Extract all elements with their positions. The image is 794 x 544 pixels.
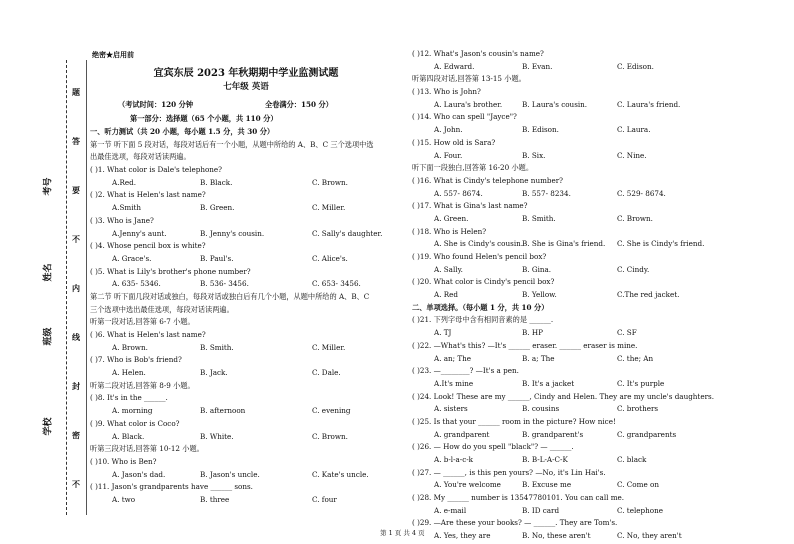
strip-char: 线	[72, 331, 80, 342]
question-text: ( )9. What color is Coco?	[90, 418, 180, 428]
exam-no-label: 考号	[43, 177, 54, 196]
option-c: C. 529- 8674.	[617, 188, 666, 198]
question-text: ( )8. It's in the ______.	[90, 393, 168, 403]
class-label: 班级	[43, 327, 54, 346]
question-text: ( )18. Who is Helen?	[412, 226, 487, 236]
option-c: C. Brown.	[617, 213, 653, 223]
question-text: ( )19. Who found Helen's pencil box?	[412, 252, 547, 261]
option-a: A. Sally.	[434, 264, 463, 274]
question-text: ( )28. My ______ number is 13547780101. You can call me.	[412, 493, 625, 503]
option-c: C. Kate's uncle.	[312, 469, 369, 479]
answer-options	[412, 429, 792, 442]
question-text: 听第二段对话,回答第 8-9 小题。	[90, 380, 195, 390]
answer-options	[412, 454, 792, 467]
option-a: A. Yes, they are	[434, 531, 491, 541]
option-c: C. the; An	[617, 353, 654, 363]
answer-options	[412, 505, 792, 518]
answer-options	[412, 61, 792, 74]
seal-solid-line	[86, 60, 87, 515]
option-c: C. Brown.	[312, 177, 348, 187]
question-text: ( )7. Who is Bob's friend?	[90, 355, 182, 365]
question-text: ( )23. —________? —It's a pen.	[412, 366, 519, 376]
option-c: C. No, they aren't	[617, 531, 682, 541]
binding-margin	[0, 0, 86, 544]
no-answer-strip	[68, 68, 84, 508]
option-b: B. HP	[522, 328, 543, 338]
answer-options	[412, 124, 792, 137]
answer-options	[412, 530, 792, 543]
answer-options	[90, 469, 402, 482]
option-b: B. three	[200, 494, 230, 504]
answer-options	[412, 150, 792, 163]
option-b: B. grandparent's	[522, 429, 584, 439]
strip-char: 内	[72, 283, 80, 293]
option-b: B. Evan.	[522, 61, 553, 71]
option-a: A.Jenny's aunt.	[112, 228, 167, 238]
option-c: C.The red jacket.	[617, 290, 680, 300]
option-c: C. Alice's.	[312, 253, 348, 263]
answer-options	[412, 213, 792, 226]
answer-options	[412, 378, 792, 391]
question-text: 听下面一段独白,回答第 16-20 小题。	[412, 163, 534, 173]
question-text: ( )13. Who is John?	[412, 87, 481, 97]
answer-options	[90, 342, 402, 355]
option-a: A. Black.	[112, 431, 145, 441]
question-text: ( )3. Who is Jane?	[90, 215, 154, 225]
option-c: C. Miller.	[312, 342, 346, 352]
option-c: C. grandparents	[617, 429, 677, 439]
option-b: B. Black.	[200, 177, 233, 187]
question-text: ( )12. What's Jason's cousin's name?	[412, 49, 544, 58]
option-b: B. 557- 8234.	[522, 188, 571, 198]
option-a: A. Red	[434, 290, 459, 300]
strip-char: 密	[72, 429, 80, 440]
option-b: B. Laura's cousin.	[522, 99, 588, 109]
left-column	[90, 126, 402, 507]
answer-options	[412, 238, 792, 251]
option-b: B. White.	[200, 431, 234, 441]
question-text: ( )26. — How do you spell "black"? — ______.	[412, 442, 574, 452]
question-text: ( )14. Who can spell "Jayce"?	[412, 112, 517, 122]
option-c: C. Sally's daughter.	[312, 228, 383, 238]
option-c: C. Laura's friend.	[617, 99, 681, 109]
option-c: C. black	[617, 455, 647, 464]
option-b: B. Green.	[200, 203, 235, 213]
question-text: ( )15. How old is Sara?	[412, 137, 496, 147]
option-c: C. Come on	[617, 480, 659, 490]
option-a: A.Red.	[112, 177, 137, 187]
answer-options	[412, 327, 792, 340]
school-label: 学校	[43, 417, 54, 436]
page-footer: 第 1 页 共 4 页	[380, 529, 425, 537]
question-text: ( )16. What is Cindy's telephone number?	[412, 175, 564, 185]
question-text: 听第三段对话,回答第 10-12 小题。	[90, 444, 204, 454]
option-a: A. Helen.	[112, 368, 146, 378]
option-c: C. Dale.	[312, 368, 341, 378]
option-b: B. Edison.	[522, 125, 559, 135]
option-c: C. four	[312, 494, 337, 504]
option-a: A. You're welcome	[434, 480, 501, 490]
exam-subtitle: 七年级 英语	[223, 82, 269, 92]
strip-char: 不	[72, 234, 80, 245]
exam-title: 宜宾东辰 2023 年秋期期中学业监测试题	[153, 68, 339, 79]
answer-options	[412, 479, 792, 492]
answer-options	[90, 494, 402, 507]
option-a: A. John.	[434, 125, 463, 135]
question-text: ( )20. What color is Cindy's pencil box?	[412, 277, 555, 287]
option-c: C. evening	[312, 406, 351, 416]
answer-options	[90, 202, 402, 215]
question-text: ( )24. Look! These are my ______, Cindy and Helen. They are my uncle's daughters.	[412, 391, 714, 401]
question-text: ( )10. Who is Ben?	[90, 456, 157, 466]
option-c: C. Nine.	[617, 150, 647, 160]
question-text: 听第四段对话,回答第 13-15 小题。	[412, 74, 526, 84]
option-a: A. Green.	[434, 213, 469, 223]
option-c: C. SF	[617, 328, 637, 338]
option-a: A. Edward.	[434, 61, 475, 71]
strip-char: 题	[72, 87, 80, 98]
answer-options	[90, 177, 402, 190]
seal-dashed-line	[66, 60, 67, 515]
option-a: A. sisters	[434, 404, 468, 414]
option-c: C. Laura.	[617, 125, 651, 135]
strip-char: 答	[72, 136, 80, 147]
answer-options	[412, 99, 792, 112]
option-a: A. an; The	[434, 353, 472, 363]
strip-char: 封	[72, 380, 80, 391]
answer-options	[90, 228, 402, 241]
option-c: C. Brown.	[312, 431, 348, 441]
option-a: A. two	[112, 494, 136, 504]
option-c: C. Edison.	[617, 61, 654, 71]
option-b: B. Jack.	[200, 368, 228, 378]
option-b: B. ID card	[522, 505, 560, 515]
option-b: B. It's a jacket	[522, 378, 575, 388]
option-a: A. morning	[112, 406, 153, 416]
option-a: A. Laura's brother.	[434, 99, 503, 109]
option-a: A. TJ	[434, 328, 452, 338]
option-b: B. Jenny's cousin.	[200, 228, 265, 238]
answer-options	[90, 278, 402, 291]
option-b: B. Jason's uncle.	[200, 469, 260, 479]
option-b: B. cousins	[522, 404, 560, 414]
option-c: C. telephone	[617, 505, 663, 515]
option-b: B. Yellow.	[522, 290, 557, 300]
option-a: A. e-mail	[434, 505, 467, 515]
option-a: A. b-l-a-c-k	[434, 455, 474, 464]
question-text: ( )25. Is that your ______ room in the picture? How nice!	[412, 416, 616, 426]
part-one-heading: 第一部分：选择题（65 个小题，共 110 分）	[130, 114, 278, 123]
option-a: A. 557- 8674.	[434, 188, 483, 198]
option-b: B. Excuse me	[522, 480, 572, 490]
option-b: B. Smith.	[200, 342, 234, 352]
question-text: 三个选项中选出最佳选项，每段对话读两遍。	[90, 304, 234, 314]
option-a: A. Four.	[434, 150, 463, 160]
answer-options	[412, 264, 792, 277]
option-c: C. 653- 3456.	[312, 279, 361, 289]
option-b: B. No, these aren't	[522, 531, 591, 541]
question-text: ( )6. What is Helen's last name?	[90, 330, 206, 339]
question-text: 听第一段对话,回答第 6-7 小题。	[90, 317, 195, 327]
strip-char: 不	[72, 478, 80, 489]
question-text: ( )5. What is Lily's brother's phone number?	[90, 266, 251, 276]
question-text: 出最佳选项，每段对话读两遍。	[90, 152, 191, 162]
option-c: C. brothers	[617, 404, 659, 414]
exam-score: 全卷满分：150 分）	[265, 100, 333, 109]
section-heading: 一、听力测试（共 20 小题，每小题 1.5 分，共 30 分）	[90, 127, 275, 136]
answer-options	[412, 353, 792, 366]
answer-options	[90, 253, 402, 266]
confidential-mark: 绝密★启用前	[92, 50, 134, 59]
question-text: ( )27. — ______, is this pen yours? —No, it's Lin Hai's.	[412, 467, 606, 477]
exam-time: （考试时间：120 分钟	[118, 100, 194, 109]
answer-options	[90, 431, 402, 444]
question-text: ( )2. What is Helen's last name?	[90, 190, 206, 200]
option-b: B. afternoon	[200, 406, 246, 416]
question-text: ( )1. What color is Dale's telephone?	[90, 165, 223, 175]
question-text: ( )11. Jason's grandparents have ______ sons.	[90, 482, 253, 492]
answer-options	[90, 405, 402, 418]
option-a: A. Jason's dad.	[112, 469, 166, 479]
question-text: ( )17. What is Gina's last name?	[412, 201, 528, 211]
strip-char: 要	[72, 185, 80, 196]
option-a: A.It's mine	[434, 378, 474, 388]
question-text: 第一节 听下面 5 段对话，每段对话后有一个小题，从题中所给的 A、B、C 三个选项中选	[90, 139, 374, 149]
option-b: B. She is Gina's friend.	[522, 239, 606, 249]
option-a: A. Grace's.	[112, 253, 152, 263]
answer-options	[412, 188, 792, 201]
section-heading: 二、单项选择。（每小题 1 分，共 10 分）	[412, 302, 549, 312]
question-text: ( )21. 下列字母中含有相同音素的是 ______.	[412, 315, 554, 325]
option-b: B. a; The	[522, 353, 555, 363]
option-b: B. Smith.	[522, 213, 556, 223]
answer-options	[412, 289, 792, 302]
option-a: A. She is Cindy's cousin.	[434, 239, 524, 249]
question-text: ( )29. —Are these your books? — ______. They are Tom's.	[412, 518, 618, 528]
option-c: C. Miller.	[312, 203, 346, 213]
option-a: A. Brown.	[112, 342, 148, 352]
option-b: B. Six.	[522, 150, 546, 160]
option-a: A. grandparent	[434, 429, 490, 439]
question-text: ( )4. Whose pencil box is white?	[90, 241, 206, 251]
option-c: C. She is Cindy's friend.	[617, 239, 705, 249]
option-b: B. B-L-A-C-K	[522, 455, 568, 464]
question-text: ( )22. —What's this? —It's ______ eraser. ______ eraser is mine.	[412, 340, 638, 350]
name-label: 姓名	[43, 263, 54, 282]
answer-options	[90, 367, 402, 380]
option-c: C. Cindy.	[617, 264, 650, 274]
right-column	[412, 48, 792, 543]
option-b: B. Paul's.	[200, 253, 234, 263]
option-b: B. Gina.	[522, 264, 552, 274]
option-a: A.Smith	[112, 203, 142, 213]
option-c: C. It's purple	[617, 378, 665, 388]
question-text: 第二节 听下面几段对话或独白，每段对话或独白后有几个小题，从题中所给的 A、B、C	[90, 291, 370, 301]
answer-options	[412, 403, 792, 416]
option-a: A. 635- 5346.	[112, 279, 161, 289]
option-b: B. 536- 3456.	[200, 279, 249, 289]
